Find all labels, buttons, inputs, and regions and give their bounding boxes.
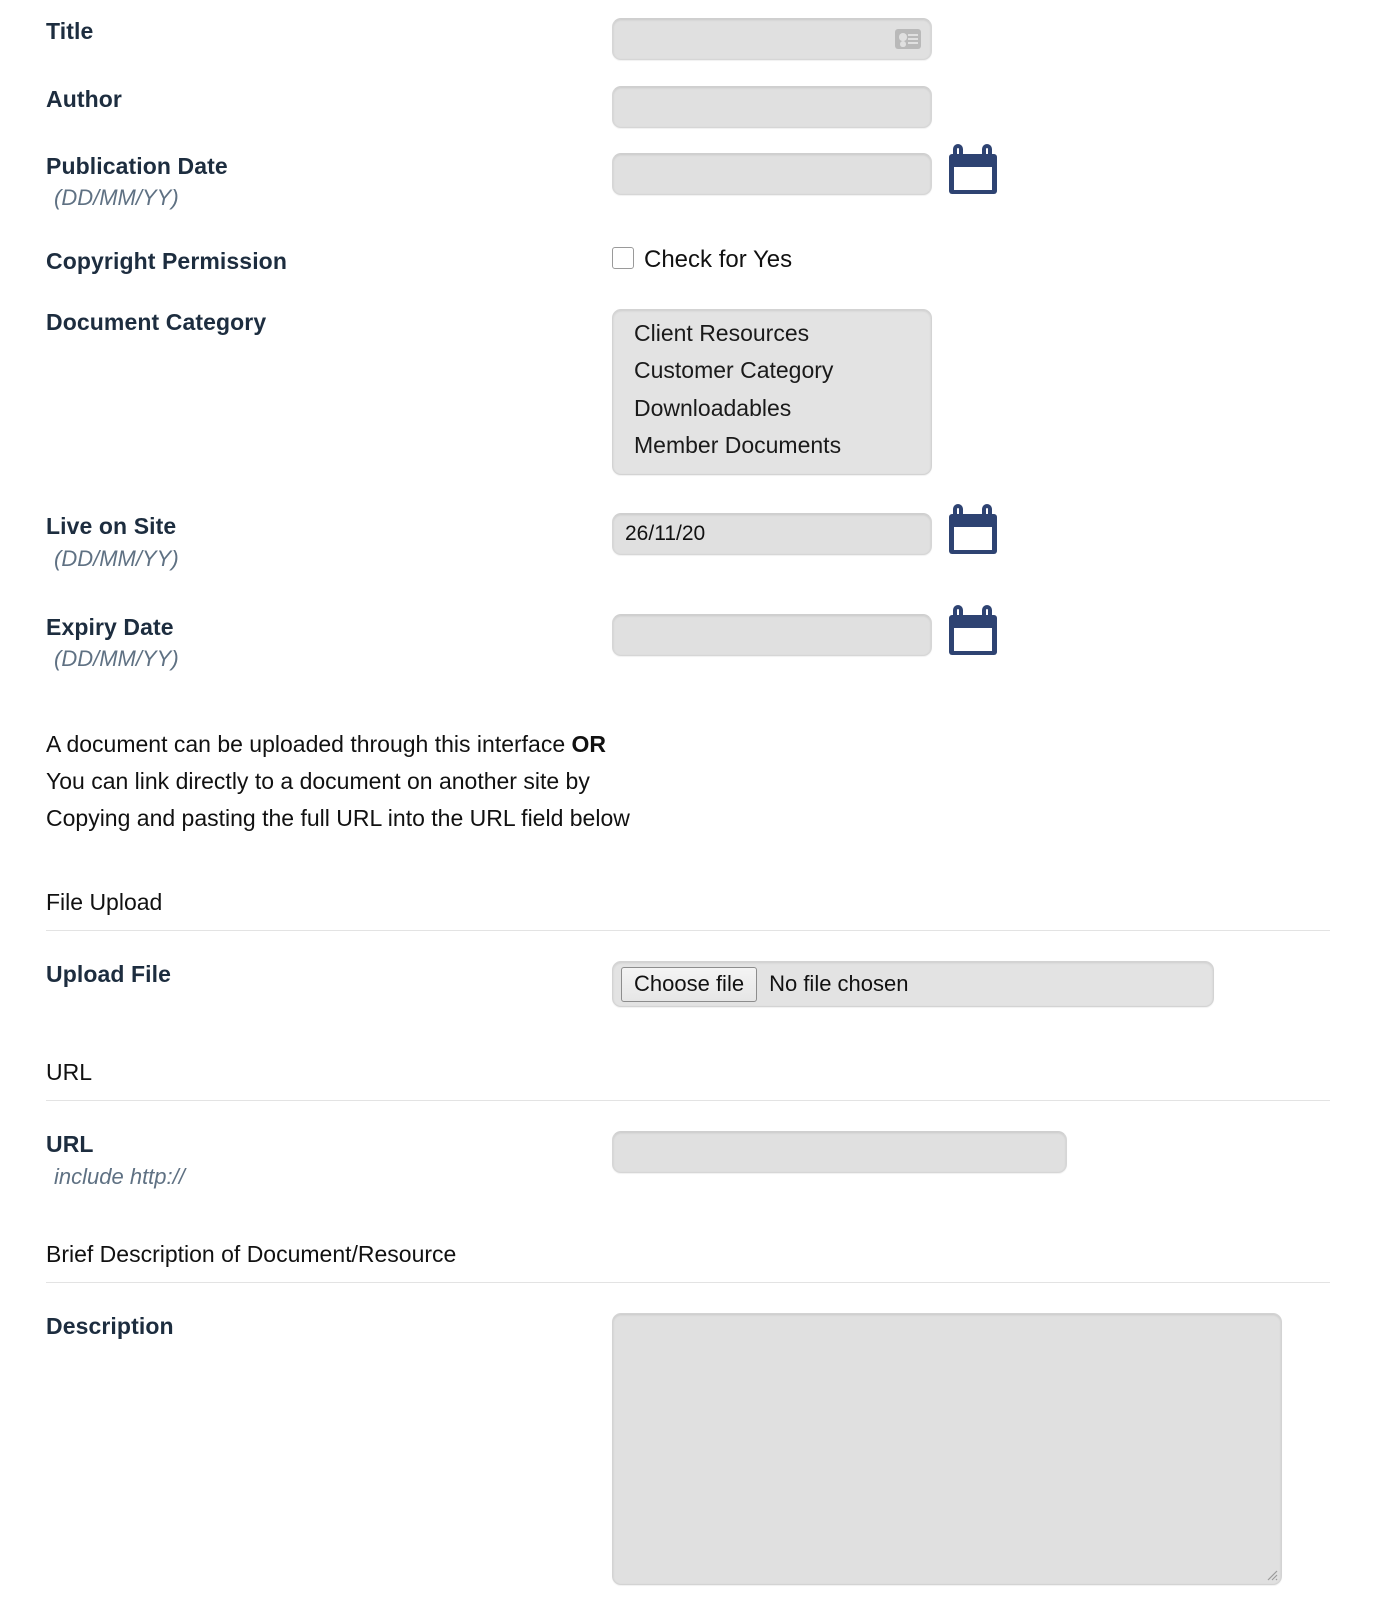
label-upload-file: Upload File — [46, 961, 172, 988]
file-chosen-status: No file chosen — [769, 971, 909, 997]
field-col-url — [612, 1131, 1330, 1173]
copyright-permission-checkbox-label[interactable]: Check for Yes — [644, 245, 793, 273]
field-row-publication-date — [46, 128, 1330, 211]
info-paragraph-line-1 — [46, 726, 1330, 763]
field-row-description — [46, 1283, 1330, 1585]
description-textarea[interactable] — [612, 1313, 1282, 1585]
field-col-author — [612, 86, 1330, 128]
title-input[interactable] — [612, 18, 932, 60]
label-col-publication-date — [46, 153, 612, 211]
field-col-copyright-permission — [612, 245, 1330, 273]
label-document-category: Document Category — [46, 309, 267, 336]
field-col-description — [612, 1313, 1330, 1585]
live-on-site-value: 26/11/20 — [625, 522, 706, 546]
section-url — [46, 1007, 1330, 1101]
contact-card-icon[interactable] — [895, 29, 921, 49]
live-on-site-input[interactable] — [612, 513, 932, 555]
section-file-upload — [46, 837, 1330, 931]
listbox-option[interactable]: Downloadables — [634, 394, 792, 421]
info-paragraph — [46, 672, 1330, 838]
field-row-document-category — [46, 274, 1330, 475]
section-heading-url: URL — [46, 1059, 93, 1086]
field-row-upload-file — [46, 931, 1330, 1007]
resize-handle-icon[interactable] — [1264, 1567, 1278, 1581]
label-col-title — [46, 18, 612, 44]
calendar-icon[interactable] — [946, 502, 1000, 558]
copyright-permission-checkbox[interactable] — [612, 247, 634, 269]
listbox-option[interactable]: Client Resources — [634, 320, 810, 347]
info-paragraph-line-3: Copying and pasting the full URL into the URL field below — [46, 805, 630, 832]
label-col-author — [46, 86, 612, 112]
upload-file-input[interactable] — [612, 961, 1214, 1007]
hint-expiry-date: (DD/MM/YY) — [54, 646, 179, 672]
publication-date-input[interactable] — [612, 153, 932, 195]
label-title: Title — [46, 18, 94, 44]
url-input[interactable] — [612, 1131, 1067, 1173]
label-col-description — [46, 1313, 612, 1339]
calendar-icon[interactable] — [946, 603, 1000, 659]
label-live-on-site: Live on Site — [46, 513, 177, 540]
hint-url: include http:// — [54, 1163, 185, 1189]
label-url: URL — [46, 1131, 94, 1158]
section-heading-file-upload: File Upload — [46, 889, 163, 916]
hint-live-on-site: (DD/MM/YY) — [54, 545, 179, 571]
field-col-publication-date — [612, 153, 1330, 198]
field-row-title — [46, 0, 1330, 60]
expiry-date-input[interactable] — [612, 614, 932, 656]
field-row-url — [46, 1101, 1330, 1189]
calendar-icon[interactable] — [946, 142, 1000, 198]
info-paragraph-line-2: You can link directly to a document on another site by — [46, 767, 590, 794]
label-copyright-permission: Copyright Permission — [46, 247, 287, 274]
info-line1-strong: OR — [571, 730, 607, 757]
copyright-checkbox-row[interactable] — [612, 245, 793, 273]
field-col-expiry-date — [612, 614, 1330, 659]
label-publication-date: Publication Date — [46, 153, 228, 179]
label-expiry-date: Expiry Date — [46, 613, 174, 640]
author-input[interactable] — [612, 86, 932, 128]
field-row-expiry-date — [46, 571, 1330, 672]
document-category-listbox[interactable] — [612, 309, 932, 475]
choose-file-button[interactable]: Choose file — [621, 967, 757, 1002]
label-col-url — [46, 1131, 612, 1189]
field-col-document-category — [612, 309, 1330, 475]
field-col-live-on-site — [612, 513, 1330, 558]
info-line1-text: A document can be uploaded through this interface — [46, 730, 572, 757]
label-col-copyright-permission — [46, 248, 612, 274]
field-row-author — [46, 60, 1330, 128]
listbox-option[interactable]: Member Documents — [634, 431, 842, 458]
hint-publication-date: (DD/MM/YY) — [54, 185, 179, 211]
field-row-live-on-site — [46, 475, 1330, 571]
label-col-expiry-date — [46, 614, 612, 672]
label-col-upload-file — [46, 961, 612, 987]
field-col-upload-file — [612, 961, 1330, 1007]
section-description — [46, 1189, 1330, 1283]
label-col-document-category — [46, 309, 612, 335]
label-description: Description — [46, 1313, 174, 1340]
field-row-copyright-permission — [46, 211, 1330, 274]
section-heading-description: Brief Description of Document/Resource — [46, 1241, 457, 1268]
listbox-option[interactable]: Customer Category — [634, 357, 834, 384]
label-author: Author — [46, 86, 122, 112]
field-col-title — [612, 18, 1330, 60]
label-col-live-on-site — [46, 513, 612, 571]
